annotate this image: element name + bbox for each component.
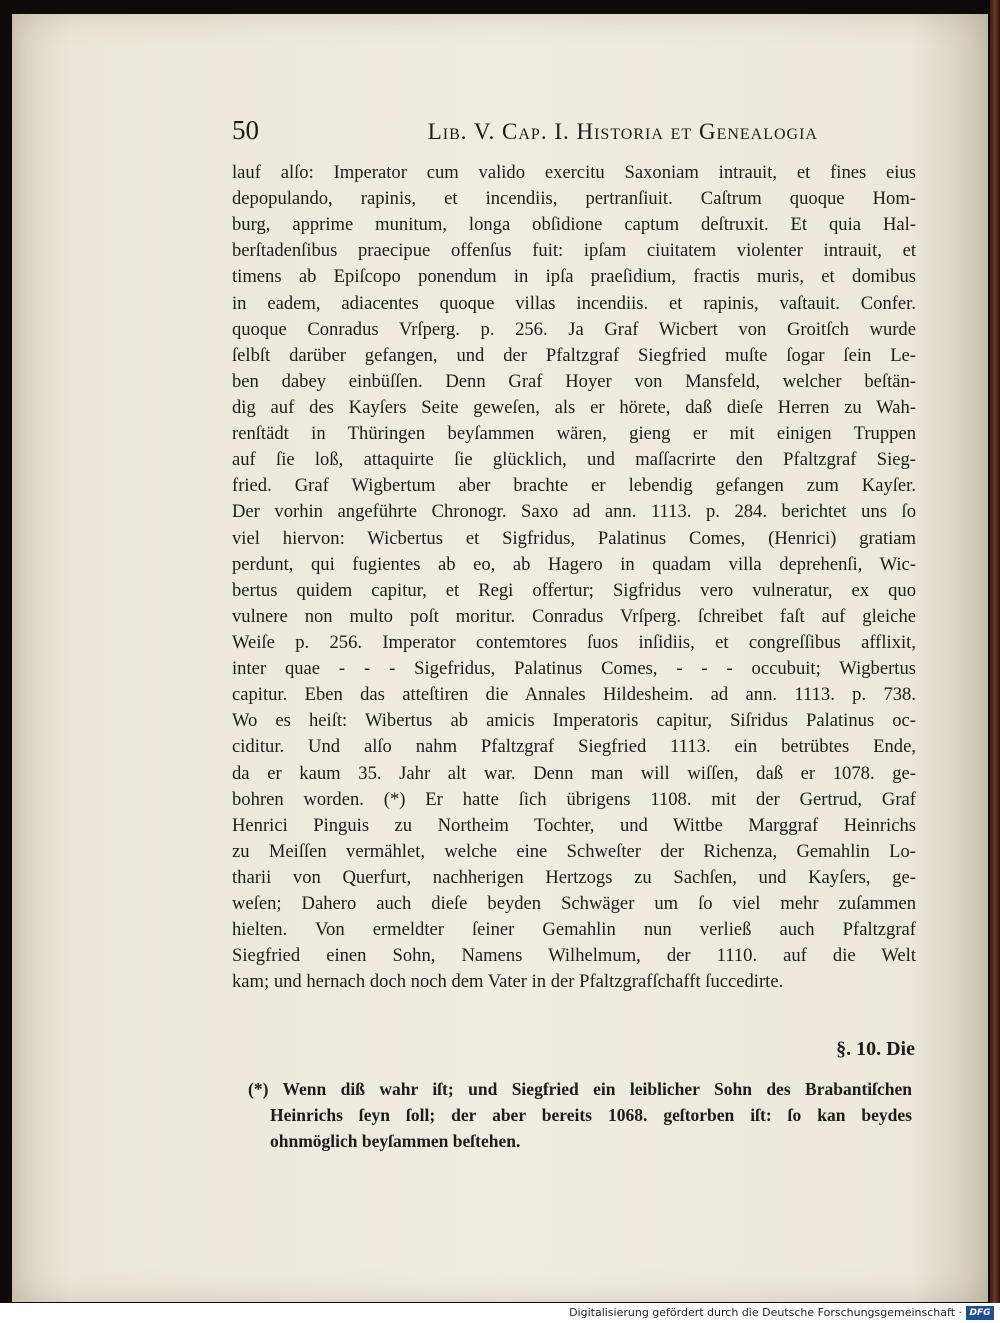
- footnote: [248, 1076, 912, 1154]
- text-line: dig auf des Kayſers Seite geweſen, als er hörete, daß dieſe Herren zu Wah-: [232, 396, 916, 418]
- text-line: bertus quidem capitur, et Regi offertur; Sigfridus vero vulneratur, ex quo: [232, 579, 916, 601]
- dfg-logo-icon: DFG: [966, 1306, 994, 1320]
- text-line: tharii von Querfurt, nachherigen Hertzogs zu Sachſen, und Kayſers, ge-: [232, 866, 916, 888]
- text-line: in eadem, adiacentes quoque villas incendiis. et rapinis, vaſtauit. Confer.: [232, 292, 916, 314]
- footer-credit: Digitalisierung gefördert durch die Deutsche Forschungsgemeinschaft ·: [569, 1306, 962, 1319]
- footnote-line: (*) Wenn diß wahr iſt; und Siegfried ein leiblicher Sohn des Brabantiſchen: [248, 1079, 912, 1099]
- text-line: depopulando, rapinis, et incendiis, pertranſiuit. Caſtrum quoque Hom-: [232, 188, 916, 210]
- body-text: [232, 160, 916, 996]
- footnote-line: ohnmöglich beyſammen beſtehen.: [270, 1131, 521, 1151]
- text-line: berſtadenſibus praecipue offenſus fuit: ipſam ciuitatem violenter intrauit, et: [232, 240, 916, 262]
- text-line: burg, apprime munitum, longa obſidione captum deſtruxit. Et quia Hal-: [232, 214, 916, 236]
- text-line: hielten. Von ermeldter ſeiner Gemahlin nun verließ auch Pfaltzgraf: [232, 919, 916, 941]
- text-line: quoque Conradus Vrſperg. p. 256. Ja Graf Wicbert von Groitſch wurde: [232, 318, 916, 340]
- text-line: timens ab Epiſcopo ponendum in ipſa praeſidium, fractis muris, et domibus: [232, 266, 916, 288]
- text-line: ben dabey einbüſſen. Denn Graf Hoyer von Mansfeld, welcher beſtän-: [232, 370, 916, 392]
- text-line: da er kaum 35. Jahr alt war. Denn man will wiſſen, daß er 1078. ge-: [232, 762, 916, 784]
- text-line: bohren worden. (*) Er hatte ſich übrigens 1108. mit der Gertrud, Graf: [232, 788, 916, 810]
- text-line: Wo es heiſt: Wibertus ab amicis Imperatoris capitur, Siſridus Palatinus oc-: [232, 710, 916, 732]
- text-line: Henrici Pinguis zu Northeim Tochter, und Wittbe Marggraf Heinrichs: [232, 814, 916, 836]
- page-number: 50: [232, 115, 259, 145]
- text-line: viel hiervon: Wicbertus et Sigfridus, Palatinus Comes, (Henrici) gratiam: [232, 527, 916, 549]
- text-line: kam; und hernach doch noch dem Vater in der Pfaltzgrafſchafft ſuccedirte.: [232, 971, 784, 993]
- book-spine-edge: [990, 0, 1000, 1303]
- text-line: fried. Graf Wigbertum aber brachte er lebendig gefangen zum Kayſer.: [232, 475, 916, 497]
- page-header: [232, 115, 818, 146]
- footer-bar: [0, 1303, 1000, 1323]
- text-line: ſelbſt darüber gefangen, und der Pfaltzgraf Siegfried muſte ſogar ſein Le-: [232, 344, 916, 366]
- running-head: Lib. V. Cap. I. Historia et Genealogia: [427, 119, 818, 144]
- text-line: Der vorhin angeführte Chronogr. Saxo ad ann. 1113. p. 284. berichtet uns ſo: [232, 501, 916, 523]
- text-line: Siegfried einen Sohn, Namens Wilhelmum, der 1110. auf die Welt: [232, 945, 916, 967]
- text-line: zu Meiſſen vermählet, welche eine Schweſter der Richenza, Gemahlin Lo-: [232, 840, 916, 862]
- text-line: perdunt, qui fugientes ab eo, ab Hagero in quadam villa deprehenſi, Wic-: [232, 553, 916, 575]
- text-line: lauf alſo: Imperator cum valido exercitu Saxoniam intrauit, et fines eius: [232, 162, 916, 183]
- text-line: capitur. Eben das atteſtiren die Annales Hildesheim. ad ann. 1113. p. 738.: [232, 684, 916, 706]
- text-line: auf ſie loß, attaquirte ſie glücklich, und maſſacrirte den Pfaltzgraf Sieg-: [232, 449, 916, 471]
- text-line: weſen; Dahero auch dieſe beyden Schwäger um ſo viel mehr zuſammen: [232, 893, 916, 915]
- text-line: Weiſe p. 256. Imperator contemtores ſuos inſidiis, et congreſſibus afflixit,: [232, 631, 916, 653]
- text-line: vulnere non multo poſt moritur. Conradus Vrſperg. ſchreibet faſt auf gleiche: [232, 605, 916, 627]
- text-line: ciditur. Und alſo nahm Pfaltzgraf Siegfried 1113. ein betrübtes Ende,: [232, 736, 916, 758]
- footnote-line: Heinrichs ſeyn ſoll; der aber bereits 1068. geſtorben iſt: ſo kan beydes: [270, 1105, 912, 1125]
- text-line: inter quae - - - Sigefridus, Palatinus Comes, - - - occubuit; Wigbertus: [232, 658, 916, 680]
- catchword: §. 10. Die: [836, 1038, 915, 1060]
- text-line: renſtädt in Thüringen beyſammen wären, gieng er mit einigen Truppen: [232, 423, 916, 445]
